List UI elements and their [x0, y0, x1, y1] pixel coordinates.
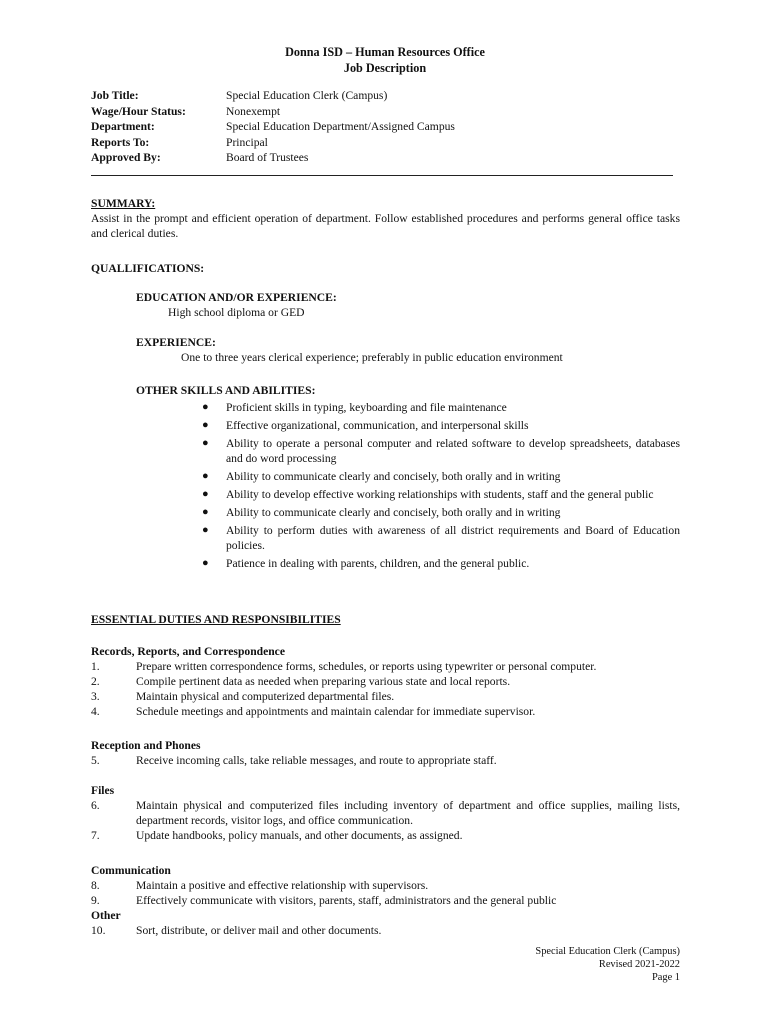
job-meta-block	[91, 88, 455, 166]
bullet-icon: ●	[202, 557, 209, 569]
horizontal-divider	[91, 175, 673, 176]
experience-heading: EXPERIENCE:	[136, 336, 216, 349]
duty-text: Update handbooks, policy manuals, and other documents, as assigned.	[136, 829, 463, 842]
duty-number: 10.	[91, 924, 106, 937]
skill-text: Proficient skills in typing, keyboarding and file maintenance	[226, 401, 507, 414]
duty-text: Sort, distribute, or deliver mail and other documents.	[136, 924, 382, 937]
group-title: Other	[91, 909, 121, 922]
meta-value: Special Education Clerk (Campus)	[226, 89, 388, 102]
meta-value: Nonexempt	[226, 104, 281, 118]
duty-item	[91, 689, 680, 704]
header-organization: Donna ISD – Human Resources Office	[285, 45, 485, 59]
duty-number: 6.	[91, 799, 100, 812]
list-item	[202, 487, 680, 502]
duty-item	[91, 798, 680, 828]
skills-list	[202, 400, 680, 574]
header-doc-type: Job Description	[343, 61, 427, 75]
duty-text: Receive incoming calls, take reliable messages, and route to appropriate staff.	[136, 754, 497, 767]
meta-label: Approved By:	[91, 151, 161, 164]
duty-item	[91, 704, 680, 719]
meta-label: Job Title:	[91, 89, 139, 102]
meta-value: Principal	[226, 135, 268, 149]
bullet-icon: ●	[202, 506, 209, 518]
skill-text: Effective organizational, communication, and interpersonal skills	[226, 419, 529, 432]
meta-label: Department:	[91, 120, 155, 133]
meta-value: Special Education Department/Assigned Campus	[226, 120, 455, 133]
duty-number: 9.	[91, 894, 100, 907]
skill-text: Ability to perform duties with awareness of all district requirements and Board of Education policies.	[226, 524, 680, 552]
duty-text: Effectively communicate with visitors, parents, staff, administrators and the general public	[136, 894, 557, 907]
skill-text: Patience in dealing with parents, children, and the general public.	[226, 557, 530, 570]
duty-number: 8.	[91, 879, 100, 892]
duties-group-records	[91, 644, 680, 719]
duty-item	[91, 828, 680, 843]
document-header	[0, 44, 770, 76]
meta-label: Wage/Hour Status:	[91, 104, 186, 118]
bullet-icon: ●	[202, 419, 209, 431]
duties-group-communication	[91, 863, 680, 938]
group-title: Reception and Phones	[91, 739, 201, 752]
list-item	[202, 400, 680, 415]
summary-text: Assist in the prompt and efficient operation of department. Follow established procedures and performs general office tasks and clerical duties.	[91, 212, 680, 240]
meta-row-wage-status	[91, 104, 455, 120]
bullet-icon: ●	[202, 488, 209, 500]
footer-revision: Revised 2021-2022	[598, 959, 680, 970]
skill-text: Ability to communicate clearly and concisely, both orally and in writing	[226, 506, 561, 519]
experience-text: One to three years clerical experience; preferably in public education environment	[181, 351, 563, 364]
duty-text: Maintain a positive and effective relationship with supervisors.	[136, 879, 429, 892]
meta-row-department	[91, 119, 455, 135]
list-item	[202, 418, 680, 433]
group-title: Records, Reports, and Correspondence	[91, 645, 285, 658]
meta-value: Board of Trustees	[226, 151, 309, 164]
duty-text: Schedule meetings and appointments and maintain calendar for immediate supervisor.	[136, 705, 536, 718]
list-item	[202, 436, 680, 466]
education-text: High school diploma or GED	[168, 306, 305, 319]
education-heading: EDUCATION AND/OR EXPERIENCE:	[136, 291, 337, 304]
duty-number: 4.	[91, 705, 100, 718]
bullet-icon: ●	[202, 470, 209, 482]
duty-number: 7.	[91, 829, 100, 842]
list-item	[202, 469, 680, 484]
duty-number: 1.	[91, 660, 100, 673]
meta-row-reports-to	[91, 135, 455, 151]
bullet-icon: ●	[202, 437, 209, 449]
qualifications-heading: QUALLIFICATIONS:	[91, 262, 205, 275]
duty-number: 2.	[91, 675, 100, 688]
duties-group-reception	[91, 738, 680, 768]
footer-page-number: Page 1	[652, 972, 680, 983]
group-title: Communication	[91, 864, 171, 877]
skill-text: Ability to operate a personal computer and related software to develop spreadsheets, databases and do word processing	[226, 437, 680, 465]
page-footer	[535, 945, 680, 984]
meta-row-job-title	[91, 88, 455, 104]
duty-item	[91, 659, 680, 674]
duty-text: Compile pertinent data as needed when preparing various state and local reports.	[136, 675, 511, 688]
duties-group-files	[91, 783, 680, 843]
duty-item	[91, 923, 680, 938]
duties-heading: ESSENTIAL DUTIES AND RESPONSIBILITIES	[91, 613, 341, 626]
skills-heading: OTHER SKILLS AND ABILITIES:	[136, 384, 316, 397]
meta-row-approved-by	[91, 150, 455, 166]
duty-item	[91, 753, 680, 768]
list-item	[202, 523, 680, 553]
duty-item	[91, 674, 680, 689]
meta-label: Reports To:	[91, 135, 150, 149]
duty-text: Maintain physical and computerized files including inventory of department and office supplies, mailing lists, department records, visitor logs, and office communication.	[136, 799, 680, 827]
skill-text: Ability to develop effective working relationships with students, staff and the general public	[226, 488, 654, 501]
duty-number: 3.	[91, 690, 100, 703]
duty-text: Maintain physical and computerized departmental files.	[136, 690, 395, 703]
group-title: Files	[91, 784, 115, 797]
footer-title: Special Education Clerk (Campus)	[535, 946, 680, 957]
summary-heading: SUMMARY:	[91, 197, 156, 210]
duty-item	[91, 878, 680, 893]
bullet-icon: ●	[202, 524, 209, 536]
list-item	[202, 505, 680, 520]
duty-item	[91, 893, 680, 908]
skill-text: Ability to communicate clearly and concisely, both orally and in writing	[226, 470, 561, 483]
duty-number: 5.	[91, 754, 100, 767]
list-item	[202, 556, 680, 571]
bullet-icon: ●	[202, 401, 209, 413]
duty-text: Prepare written correspondence forms, schedules, or reports using typewriter or personal computer.	[136, 660, 597, 673]
